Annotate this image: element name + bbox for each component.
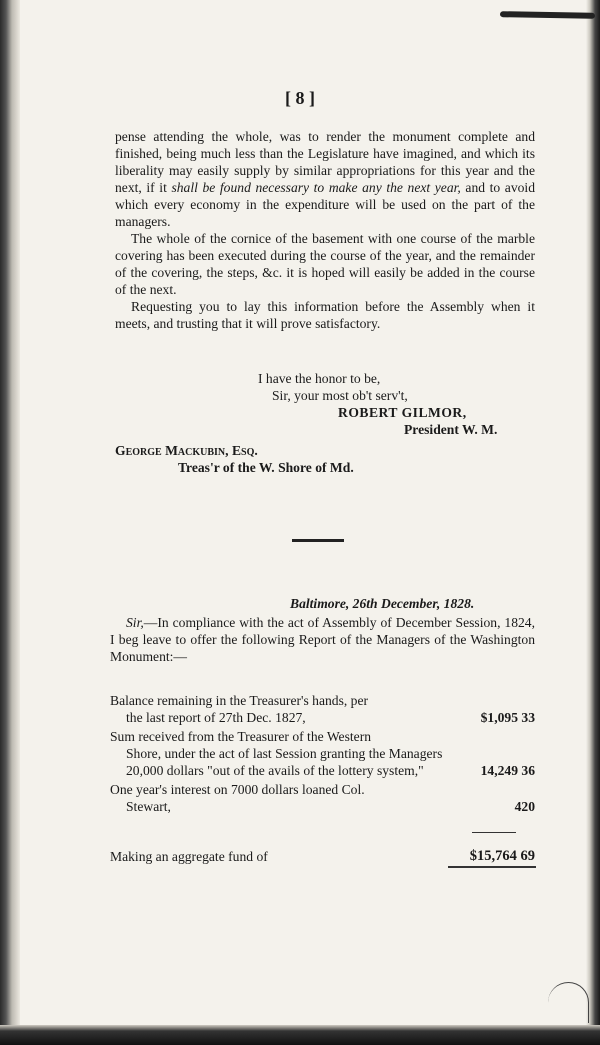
- signer-name: ROBERT GILMOR,: [338, 405, 467, 420]
- paragraph-expense-text: pense attending the whole, was to render the monument complete and finished, being much less than the Legislature have imagined, and which its liberality may easily supply by similar appropriations for this year and the next, if it: [115, 129, 535, 195]
- ledger-total-label: Making an aggregate fund of: [110, 849, 268, 864]
- ledger-row: [110, 692, 535, 726]
- ledger-table: [110, 692, 535, 815]
- addressee-title: Treas'r of the W. Shore of Md.: [178, 460, 354, 475]
- paragraph-expense-italic: shall be found necessary to make any the next year,: [171, 180, 461, 195]
- ledger-desc-line1: Balance remaining in the Treasurer's hands, per: [110, 693, 369, 708]
- addressee-block: [115, 442, 515, 476]
- letter-gilmor-body: [115, 128, 535, 332]
- ledger-desc-line2: Stewart,: [126, 799, 171, 814]
- closing-servant-line: Sir, your most ob't serv't,: [272, 388, 408, 403]
- ledger-row: [110, 728, 535, 779]
- ledger-desc: [110, 728, 446, 779]
- paragraph-cornice: The whole of the cornice of the basement with one course of the marble covering has been executed during the course of the year, and the remainder of the covering, the steps, &c. it is hoped will easily be added in the course of the next.: [115, 231, 535, 297]
- ledger-amount: 14,249 36: [480, 763, 535, 778]
- paragraph-expense: [115, 128, 535, 230]
- closing-honor-line: I have the honor to be,: [258, 371, 381, 386]
- ledger-desc-line2: Shore, under the act of last Session granting the Managers 20,000 dollars "out of the avails of the lottery system,": [126, 746, 443, 778]
- addressee-name: George Mackubin, Esq.: [115, 443, 258, 458]
- ledger-total-row: [110, 848, 535, 865]
- report-opening-text: —In compliance with the act of Assembly of December Session, 1824, I beg leave to offer the following Report of the Managers of the Washington Monument:—: [110, 615, 535, 664]
- letter-report-intro: [110, 595, 535, 665]
- salutation: Sir,: [126, 615, 144, 630]
- ledger-row: [110, 781, 535, 815]
- ledger-total-rule: [448, 866, 536, 868]
- ledger-amount: $1,095 33: [480, 710, 535, 725]
- page-corner-curl: [548, 982, 589, 1023]
- report-opening: [110, 614, 535, 665]
- ledger-desc-line1: One year's interest on 7000 dollars loaned Col.: [110, 782, 365, 797]
- dateline: Baltimore, 26th December, 1828.: [290, 596, 475, 611]
- ledger-desc-line1: Sum received from the Treasurer of the Western: [110, 729, 372, 744]
- ledger-desc-line2: the last report of 27th Dec. 1827,: [126, 710, 306, 725]
- ledger-total-amount: $15,764 69: [469, 848, 535, 864]
- signer-title: President W. M.: [404, 422, 498, 437]
- ledger-desc: [110, 781, 446, 815]
- section-divider: [292, 539, 344, 542]
- page-number: [ 8 ]: [285, 88, 315, 108]
- ledger-sum-rule: [472, 832, 516, 833]
- letter-closing: [258, 370, 538, 438]
- paragraph-request: Requesting you to lay this information before the Assembly when it meets, and trusting that it will prove satisfactory.: [115, 299, 535, 331]
- ledger-amount: 420: [514, 799, 535, 814]
- paragraph-expense-end: and to avoid which every economy in the expenditure will be used on the part of the managers.: [115, 180, 535, 229]
- ledger-desc: [110, 692, 446, 726]
